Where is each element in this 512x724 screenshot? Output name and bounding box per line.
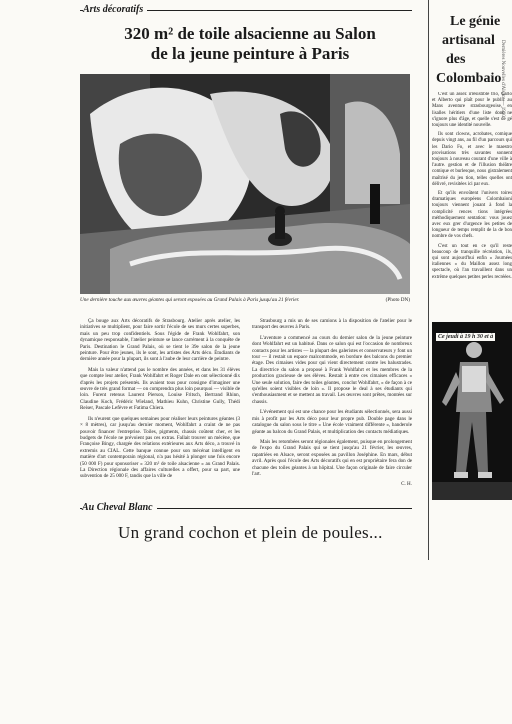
- section2-label: Au Cheval Blanc: [82, 502, 157, 513]
- sidebar-title-line: artisanal: [442, 33, 495, 48]
- vertical-margin-text: Dernières Nouvelles d'Alsace — 1990: [500, 40, 505, 117]
- sidebar-paragraph: Ils sont clowns, acrobates, comique depuis vingt ans, au fil d'un parcours qui les Dario Fo, et avec le maestro provisations très savantes sonnent toujours à nouveau courant d'une ville à l'autre. gestion et de l'illusion théâtre comique et burlesque, nous gistralement maîtrisé du jeu tion, telles quelles ont délivré, revisitées ici par eux.: [432, 132, 512, 187]
- article-paragraph: L'événement qui est une chance pour les étudiants sélectionnés, sera aussi mis à profit par les Arts déco pour leur propre pub. Double page dans le catalogue du salon sous le titre « Une école vraiment différente », banderole géante au balcon du Grand Palais, et multiplication des contacts médiatiques.: [252, 409, 412, 435]
- sidebar-photo: [432, 322, 512, 500]
- article-paragraph: L'aventure a commencé au cours du dernier salon de la jeune peinture dont Wohlfahrt est un habitué. Dans ce salon qui est l'occasion de nombreux contacts pour les artistes — la plupart des galeristes et conservateurs y font un tour — il restait un espace malcommode, en bordure des balcons du premier étage. Des cimaises vides pour qui vient directement contre les balustrades. La directrice du salon a proposé à Frank Wohlfahrt et les membres de la production gracieuse de ses élèves. Restait à entre ces cimaises efficaces « Une seule solution, faire des toiles géantes, conclut Wohlfahrt, » de façon à ce qu'elles soient visibles de loin ». Il propose le deal à ses étudiants qui s'enthousiasment et se mettent au travail. Les œuvres sont prêtes, montées sur chassis.: [252, 334, 412, 405]
- sidebar-title-line: Colombaio: [436, 71, 502, 86]
- article-column-2: [252, 318, 412, 488]
- sidebar-title-line: des: [446, 52, 466, 67]
- sidebar-column: [432, 92, 512, 332]
- article-paragraph: Mais les retombées seront régionales également, puisque en prolongement de l'expo du Grand Palais qui se tient jusqu'au 21 février, les œuvres, rapatriées en Alsace, seront exposées au pavillon Joséphine. En mars, début avril. Après quoi l'école des Arts décoratifs qui en est propriétaire fera don de chacune des toiles géantes à un hôpital. Une façon originale de faire circuler l'art.: [252, 438, 412, 477]
- section-label: Arts décoratifs: [83, 4, 147, 15]
- photo-caption: [80, 297, 410, 303]
- photo-credit: (Photo DN): [385, 297, 410, 303]
- sidebar-title: [436, 12, 501, 88]
- article-paragraph: Ça bouge aux Arts décoratifs de Strasbourg. Atelier après atelier, les initiatives se multiplient, pour faire sortir l'école de ses murs certes superbes, mais un peu trop confidentiels. Sous l'égide de Frank Wohlfahrt, son dynamique responsable, l'atelier peinture se lance carrément à la conquête de Paris. Destination le Grand Palais, où se tient le 39e salon de la jeune peinture. Pour être jeunes, ils le sont, les artistes des Arts déco. Étudiants de dernière année pour la plupart, ils sont à l'aube de leur carrière de peintre.: [80, 318, 240, 363]
- headline-line2: de la jeune peinture à Paris: [150, 44, 350, 63]
- article-signature: C. H.: [401, 481, 412, 488]
- headline: [80, 24, 420, 64]
- article-paragraph: Strasbourg a mis un de ses camions à la disposition de l'atelier pour le transport des œuvres à Paris.: [252, 318, 412, 331]
- sidebar-paragraph: Et qu'ils envoûtent l'univers toires dramatiques européens Colombaioni toujours viennent jouant à fond la complicité rences tions intégrées méthodiquement sentation: vous jouez avec eux grer d'urgence les petites de longueur de temps remplit de la de bon nombre de vos chefs.: [432, 191, 512, 240]
- sidebar-photo-illustration: [432, 322, 512, 500]
- sidebar-date: Ce jeudi à 19 h 30 et à: [438, 334, 494, 340]
- section2-title: Un grand cochon et plein de poules...: [118, 523, 383, 542]
- photo-illustration: [80, 74, 410, 294]
- article-paragraph: Mais la valeur n'attend pas le nombre des années, et dans les 31 élèves que compte leur atelier, Frank Wohlfahrt et Roger Dale en ont sélectionné dix d'après les projets présentés. Ils avaient tous pour consigne d'imaginer une œuvre de très grand format — on comprendra plus loin pourquoi — visible de loin. Furent retenus Laurent Pierson, Louise Fritsch, Bertrand Rhinn, Claudine Koch, Frédéric Wieland, Mathieu Kuhn, Christine Gully, Thédi Reiser, Pascale Lefèvre et Fatima Chiera.: [80, 366, 240, 412]
- sidebar-paragraph: C'est un assez irrésistible trio, Carlo et Alberto qui plaît pour le public au Mans aventure strasbourgeoise, en lisalles héritiers d'une liste dont ne s'ignore plus d'âge, et quelle s'est de gé toujours une identité nouvelle.: [432, 92, 512, 129]
- sidebar-paragraph: C'est un tout en ce qu'il reste beaucoup de tranquille récréation, ils, qui sont aujourd'hui enfin « Journées italiennes » du Maillon assez long spectacle, où l'an travaillent dans un extrême quelques petites perles recréées.: [432, 243, 512, 280]
- sidebar-title-line: Le génie: [450, 14, 501, 29]
- article-column-1: [80, 318, 240, 484]
- photo-caption-text: Une dernière touche aux œuvres géantes qui seront exposées au Grand Palais à Paris jusqu'au 21 février.: [80, 297, 300, 303]
- sidebar-divider: [428, 0, 429, 560]
- article-paragraph: Ils n'eurent que quelques semaines pour réaliser leurs peintures géantes (3 × 8 mètres), car jusqu'au dernier moment, Wohlfahrt a craint de ne pas pouvoir financer l'entreprise. Toiles, pigments, chassis coûtent cher, et les budgets de l'école ne prévoient pas ces extras. Fallait trouver un mécène, que Françoise Bingy, chargée des relations extérieures aux Arts déco, a trouvé in extremis au CIAL. Cette banque connue pour son mécénat intelligent en matière d'art contemporain régional, n'a pas hésité à plonger une fois encore (50 000 F) pour sponsoriser « 320 m² de toile alsacienne » au Grand Palais. La Direction régionale des affaires culturelles a offert, pour sa part, une subvention de 25 000 F, tandis que la ville de: [80, 415, 240, 480]
- article-photo: [80, 74, 410, 294]
- headline-line1: 320 m² de toile alsacienne au Salon: [124, 24, 376, 43]
